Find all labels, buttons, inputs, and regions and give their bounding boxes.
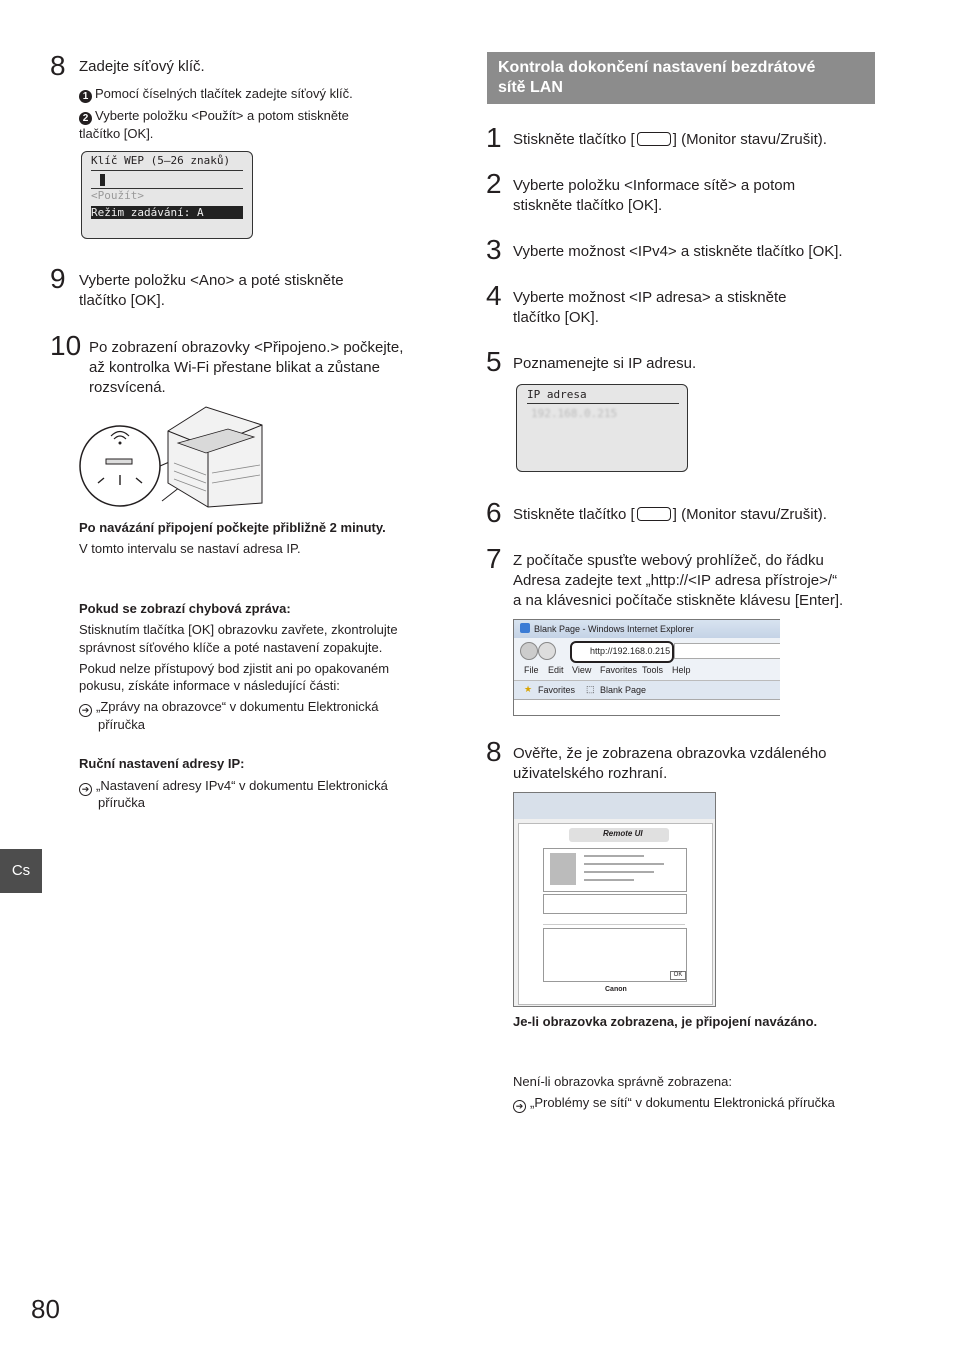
ie-logo-icon	[520, 623, 530, 633]
right-step-7-line2: Adresa zadejte text „http://<IP adresa přístroje>/“	[513, 572, 838, 589]
note-error-line3: Pokud nelze přístupový bod zjistit ani po opakovaném	[79, 661, 390, 676]
menu-help[interactable]: Help	[672, 665, 691, 675]
lcd-cursor	[100, 174, 105, 186]
note-manual-ip-ref: ➔ „Nastavení adresy IPv4“ v dokumentu Elektronická	[79, 777, 388, 796]
confirm-text: Je-li obrazovka zobrazena, je připojení navázáno.	[513, 1014, 818, 1029]
lcd-ip-address	[516, 384, 688, 472]
right-step-4-line2: tlačítko [OK].	[513, 309, 599, 326]
right-step-1-text: Stiskněte tlačítko [ ] (Monitor stavu/Zrušit).	[513, 131, 827, 148]
note-error-heading: Pokud se zobrazí chybová zpráva:	[79, 601, 291, 616]
page-number: 80	[31, 1294, 60, 1324]
step-9-line2: tlačítko [OK].	[79, 292, 165, 309]
remote-ui-ok-button[interactable]: OK	[670, 971, 686, 980]
canon-logo: Canon	[605, 986, 627, 993]
not-shown-ref: ➔ „Problémy se sítí“ v dokumentu Elektronická příručka	[513, 1094, 835, 1113]
right-step-7-line1: Z počítače spusťte webový prohlížeč, do řádku	[513, 552, 824, 569]
circle-2-icon: 2	[79, 112, 92, 125]
right-step-1-number: 1	[486, 122, 502, 153]
right-step-6-text: Stiskněte tlačítko [ ] (Monitor stavu/Zrušit).	[513, 506, 827, 523]
step-10-number: 10	[50, 330, 82, 361]
step-10-line3: rozsvícená.	[89, 379, 166, 396]
right-step-2-line2: stiskněte tlačítko [OK].	[513, 197, 663, 214]
address-bar-ext	[674, 643, 780, 659]
tab-blank-page[interactable]: Blank Page	[600, 685, 647, 695]
note-error-line2: správnost síťového klíče a poté nastavení zopakujte.	[79, 640, 383, 655]
wifi-lamp-callout	[80, 426, 160, 506]
menu-edit[interactable]: Edit	[548, 665, 564, 675]
remote-ui-logo: Remote UI	[603, 829, 643, 838]
right-step-7-number: 7	[486, 543, 502, 574]
lcd-use-option: <Použít>	[91, 189, 144, 202]
tab-page-icon: ⬚	[586, 684, 595, 694]
right-step-2-line1: Vyberte položku <Informace sítě> a potom	[513, 177, 796, 194]
step-8-number: 8	[50, 50, 66, 81]
step-8-sub2: 2 Vyberte položku <Použít> a potom stiskněte	[79, 107, 349, 125]
note-error-line1: Stisknutím tlačítka [OK] obrazovku zavřete, zkontrolujte	[79, 622, 398, 637]
note-error-line4: pokusu, získáte informace v následující části:	[79, 678, 340, 693]
browser-screenshot	[513, 619, 780, 716]
lcd-wep-key	[81, 151, 253, 239]
menu-bar	[514, 664, 780, 678]
menu-tools[interactable]: Tools	[642, 665, 664, 675]
menu-file[interactable]: File	[524, 665, 539, 675]
device-image	[550, 853, 576, 885]
browser-title: Blank Page - Windows Internet Explorer	[534, 624, 694, 634]
lcd-ip-title: IP adresa	[527, 388, 587, 401]
back-button[interactable]	[520, 642, 538, 660]
right-step-5-text: Poznamenejte si IP adresu.	[513, 355, 697, 372]
right-step-3-text: Vyberte možnost <IPv4> a stiskněte tlačítko [OK].	[513, 243, 843, 260]
status-monitor-button-icon	[637, 507, 671, 521]
note-wait-text: V tomto intervalu se nastaví adresa IP.	[79, 541, 301, 556]
step-10-line2: až kontrolka Wi-Fi přestane blikat a zůstane	[89, 359, 380, 376]
right-step-6-number: 6	[486, 497, 502, 528]
step-9-line1: Vyberte položku <Ano> a poté stiskněte	[79, 272, 344, 289]
note-error-ref: ➔ „Zprávy na obrazovce“ v dokumentu Elektronická	[79, 698, 379, 717]
right-step-7-line3: a na klávesnici počítače stiskněte klávesu [Enter].	[513, 592, 844, 609]
not-shown-text: Není-li obrazovka správně zobrazena:	[513, 1074, 732, 1089]
section-title-line2: sítě LAN	[498, 79, 563, 96]
menu-favorites[interactable]: Favorites	[600, 665, 638, 675]
menu-view[interactable]: View	[572, 665, 592, 675]
printer-wifi-illustration	[78, 403, 264, 511]
note-manual-ip-heading: Ruční nastavení adresy IP:	[79, 756, 245, 771]
right-step-5-number: 5	[486, 346, 502, 377]
step-8-sub1: 1 Pomocí číselných tlačítek zadejte síťový klíč.	[79, 85, 353, 103]
address-url: http://192.168.0.215	[590, 646, 671, 656]
step-10-line1: Po zobrazení obrazovky <Připojeno.> počkejte,	[89, 339, 404, 356]
favorites-button[interactable]: Favorites	[538, 685, 576, 695]
step-8-sub2-line2: tlačítko [OK].	[79, 126, 154, 141]
note-manual-ip-ref-line2: příručka	[98, 795, 145, 810]
section-title-line1: Kontrola dokončení nastavení bezdrátové	[498, 59, 816, 76]
section-header	[487, 52, 875, 104]
step-9-number: 9	[50, 263, 66, 294]
right-step-8-line2: uživatelského rozhraní.	[513, 765, 668, 782]
arrow-reference-icon: ➔	[513, 1100, 526, 1113]
language-tab: Cs	[0, 849, 42, 893]
note-error-ref-line2: příručka	[98, 717, 145, 732]
step-8-text: Zadejte síťový klíč.	[79, 58, 205, 75]
note-wait-heading: Po navázání připojení počkejte přibližně 2 minuty.	[79, 520, 386, 535]
arrow-reference-icon: ➔	[79, 783, 92, 796]
lcd-ip-value: 192.168.0.215	[531, 407, 618, 420]
lcd-mode-option: Režim zadávání: A	[91, 206, 243, 219]
right-step-2-number: 2	[486, 168, 502, 199]
favorites-star-icon: ★	[524, 684, 533, 694]
arrow-reference-icon: ➔	[79, 704, 92, 717]
right-step-8-line1: Ověřte, že je zobrazena obrazovka vzdáleného	[513, 745, 827, 762]
right-step-4-number: 4	[486, 280, 502, 311]
remote-ui-screenshot	[513, 792, 716, 1007]
right-step-8-number: 8	[486, 736, 502, 767]
circle-1-icon: 1	[79, 90, 92, 103]
forward-button[interactable]	[538, 642, 556, 660]
right-step-3-number: 3	[486, 234, 502, 265]
lcd-title: Klíč WEP (5–26 znaků)	[91, 154, 231, 167]
right-step-4-line1: Vyberte možnost <IP adresa> a stiskněte	[513, 289, 787, 306]
status-monitor-button-icon	[637, 132, 671, 146]
address-bar[interactable]	[570, 641, 674, 663]
